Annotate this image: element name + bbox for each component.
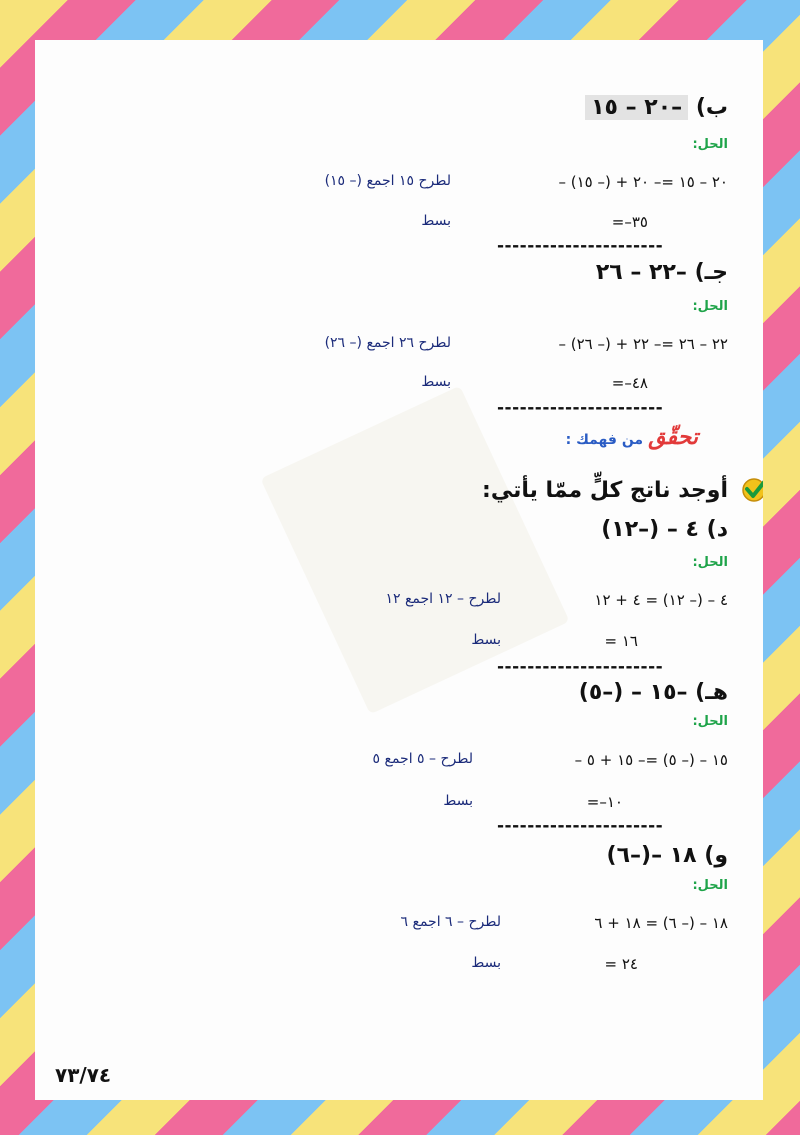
solution-note-1: لطرح – ٦ اجمع ٦ bbox=[400, 914, 501, 930]
solution-note-2: بسط bbox=[443, 793, 473, 809]
problem-expression: –١٥ – (–٥) bbox=[578, 680, 688, 705]
solution-step-1: ١٨ – (– ٦) = ١٨ + ٦ bbox=[594, 914, 728, 932]
problem-d-heading bbox=[601, 517, 728, 542]
problem-label: جـ) bbox=[694, 260, 728, 285]
problem-expression: –٢٠ – ١٥ bbox=[585, 95, 688, 120]
solution-note-2: بسط bbox=[471, 632, 501, 648]
problem-f-heading bbox=[607, 843, 728, 868]
checkmark-icon bbox=[740, 472, 763, 504]
worksheet-page bbox=[35, 40, 763, 1100]
problem-c-heading bbox=[596, 260, 728, 285]
solution-label: الحل: bbox=[692, 555, 728, 570]
solution-step-2: = ٢٤ bbox=[604, 955, 638, 973]
divider-line: ---------------------- bbox=[497, 236, 664, 256]
problem-b-heading bbox=[585, 95, 728, 120]
solution-step-1: ٤ – (– ١٢) = ٤ + ١٢ bbox=[594, 591, 728, 609]
problem-label: ب) bbox=[695, 95, 728, 120]
divider-line: ---------------------- bbox=[497, 816, 664, 836]
problem-e-heading bbox=[579, 680, 728, 705]
problem-label: د) bbox=[706, 517, 728, 542]
divider-line: ---------------------- bbox=[497, 657, 664, 677]
divider-line: ---------------------- bbox=[497, 398, 664, 418]
solution-step-2: = ١٦ bbox=[604, 632, 638, 650]
solution-label: الحل: bbox=[692, 714, 728, 729]
solution-note-2: بسط bbox=[421, 213, 451, 229]
problem-label: و) bbox=[704, 843, 728, 868]
solution-label: الحل: bbox=[692, 299, 728, 314]
solution-label: الحل: bbox=[692, 137, 728, 152]
page-number: ٧٣/٧٤ bbox=[55, 1063, 112, 1087]
problem-expression: ٤ – (–١٢) bbox=[601, 517, 699, 542]
solution-step-1: – ٢٢ – ٢٦ =– ٢٢ + (– ٢٦) bbox=[558, 335, 728, 353]
problem-label: هـ) bbox=[695, 680, 728, 705]
instruction-text: أوجد ناتج كلٍّ ممّا يأتي: bbox=[482, 478, 728, 503]
solution-note-1: لطرح – ١٢ اجمع ١٢ bbox=[385, 591, 501, 607]
problem-expression: ١٨ –(–٦) bbox=[606, 843, 697, 868]
solution-note-2: بسط bbox=[471, 955, 501, 971]
solution-note-2: بسط bbox=[421, 374, 451, 390]
solution-note-1: لطرح ١٥ اجمع (– ١٥) bbox=[324, 173, 451, 189]
solution-step-1: – ٢٠ – ١٥ =– ٢٠ + (– ١٥) bbox=[558, 173, 728, 191]
solution-note-1: لطرح ٢٦ اجمع (– ٢٦) bbox=[324, 335, 451, 351]
solution-label: الحل: bbox=[692, 878, 728, 893]
solution-step-2: =–١٠ bbox=[586, 793, 623, 811]
check-understanding-header bbox=[566, 425, 698, 450]
solution-note-1: لطرح – ٥ اجمع ٥ bbox=[372, 751, 473, 767]
check-subtitle: من فهمك : bbox=[565, 432, 644, 448]
check-title: تحقّق bbox=[648, 425, 698, 450]
solution-step-2: =–٣٥ bbox=[611, 213, 648, 231]
solution-step-1: – ١٥ – (– ٥) =– ١٥ + ٥ bbox=[574, 751, 728, 769]
problem-expression: –٢٢ – ٢٦ bbox=[595, 260, 687, 285]
solution-step-2: =–٤٨ bbox=[611, 374, 648, 392]
